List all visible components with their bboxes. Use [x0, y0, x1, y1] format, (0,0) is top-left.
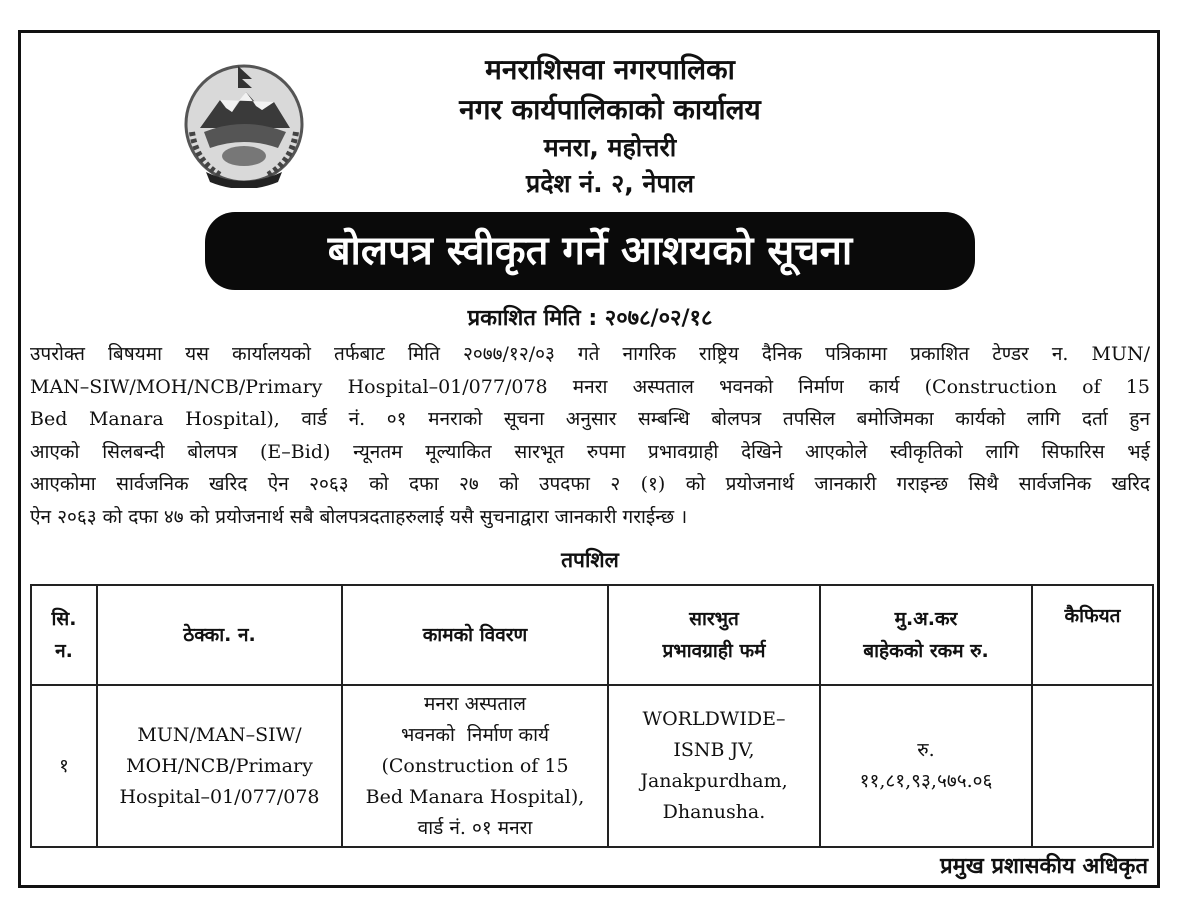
cell-line: Janakpurdham,: [640, 770, 788, 792]
col-header-remarks: कैफियत: [1032, 585, 1153, 685]
body-line: MAN–SIW/MOH/NCB/Primary Hospital–01/077/078 मनरा अस्पताल भवनको निर्माण कार्य (Construction of 15: [30, 375, 1150, 398]
cell-line: MOH/NCB/Primary: [126, 754, 313, 777]
cell-line: Dhanusha.: [662, 801, 766, 823]
cell-line: MUN/MAN–SIW/: [137, 723, 302, 746]
cell-contract-no: [97, 685, 342, 847]
cell-line: Hospital–01/077/078: [119, 785, 320, 808]
col-header-sn-line: न.: [55, 640, 73, 662]
cell-line: वार्ड नं. ०१ मनरा: [417, 816, 533, 839]
cell-remarks: [1032, 685, 1153, 847]
col-header-firm: [608, 585, 820, 685]
col-header-sn-line: सि.: [51, 608, 77, 630]
province: प्रदेश नं. २, नेपाल: [526, 169, 694, 198]
signature: प्रमुख प्रशासकीय अधिकृत: [940, 854, 1148, 879]
col-header-work-desc: कामको विवरण: [342, 585, 608, 685]
office-name: नगर कार्यपालिकाको कार्यालय: [459, 93, 761, 126]
cell-line: Bed Manara Hospital),: [365, 785, 585, 808]
cell-work-desc: [342, 685, 608, 847]
nepal-emblem-logo: [178, 62, 310, 188]
org-name: मनराशिसवा नगरपालिका: [485, 53, 735, 86]
table-heading: तपशिल: [561, 548, 619, 572]
table-row: [31, 685, 1153, 847]
cell-line: रु.: [917, 739, 935, 761]
cell-line: ११,८१,९३,५७५.०६: [859, 770, 993, 792]
cell-line: (Construction of 15: [381, 754, 569, 777]
cell-line: WORLDWIDE–: [642, 708, 786, 730]
cell-line: ISNB JV,: [673, 739, 755, 761]
col-header-firm-line: प्रभावग्राही फर्म: [662, 640, 766, 662]
table-header-row: [31, 585, 1153, 685]
col-header-contract-no: ठेक्का. न.: [97, 585, 342, 685]
col-header-amount: [820, 585, 1032, 685]
cell-line: भवनको निर्माण कार्य: [400, 723, 550, 746]
body-line: ऐन २०६३ को दफा ४७ को प्रयोजनार्थ सबै बोलपत्रदताहरुलाई यसै सुचनाद्वारा जानकारी गराईन्छ ।: [30, 505, 688, 528]
col-header-sn: [31, 585, 97, 685]
tender-table: [30, 584, 1154, 848]
cell-sn: १: [31, 685, 97, 847]
body-line: आएकोमा सार्वजनिक खरिद ऐन २०६३ को दफा २७ को उपदफा २ (१) को प्रयोजनार्थ जानकारी गराइन्छ सिथै सार्वजनिक खरिद: [30, 473, 1150, 495]
cell-amount: [820, 685, 1032, 847]
cell-line: मनरा अस्पताल: [424, 692, 526, 715]
published-date: प्रकाशित मिति : २०७८/०२/१८: [467, 306, 713, 331]
notice-body: [30, 338, 1150, 533]
location: मनरा, महोत्तरी: [543, 133, 677, 162]
body-line: उपरोक्त बिषयमा यस कार्यालयको तर्फबाट मिति २०७७/१२/०३ गते नागरिक राष्ट्रिय दैनिक पत्रिकामा प्रकाशित टेण्डर न. MUN/: [30, 343, 1150, 365]
notice-title: बोलपत्र स्वीकृत गर्ने आशयको सूचना: [205, 212, 975, 290]
cell-firm: [608, 685, 820, 847]
col-header-amount-line: बाहेकको रकम रु.: [863, 640, 989, 662]
body-line: Bed Manara Hospital), वार्ड नं. ०१ मनराको सूचना अनुसार सम्बन्धि बोलपत्र तपसिल बमोजिमका कार्यको लागि दर्ता हुन: [30, 408, 1150, 430]
body-line: आएको सिलबन्दी बोलपत्र (E–Bid) न्यूनतम मूल्याकित सारभूत रुपमा प्रभावग्राही देखिने आएकोले स्वीकृतिको लागि सिफारिस भई: [30, 440, 1150, 463]
col-header-firm-line: सारभुत: [689, 608, 739, 630]
col-header-amount-line: मु.अ.कर: [894, 608, 958, 630]
